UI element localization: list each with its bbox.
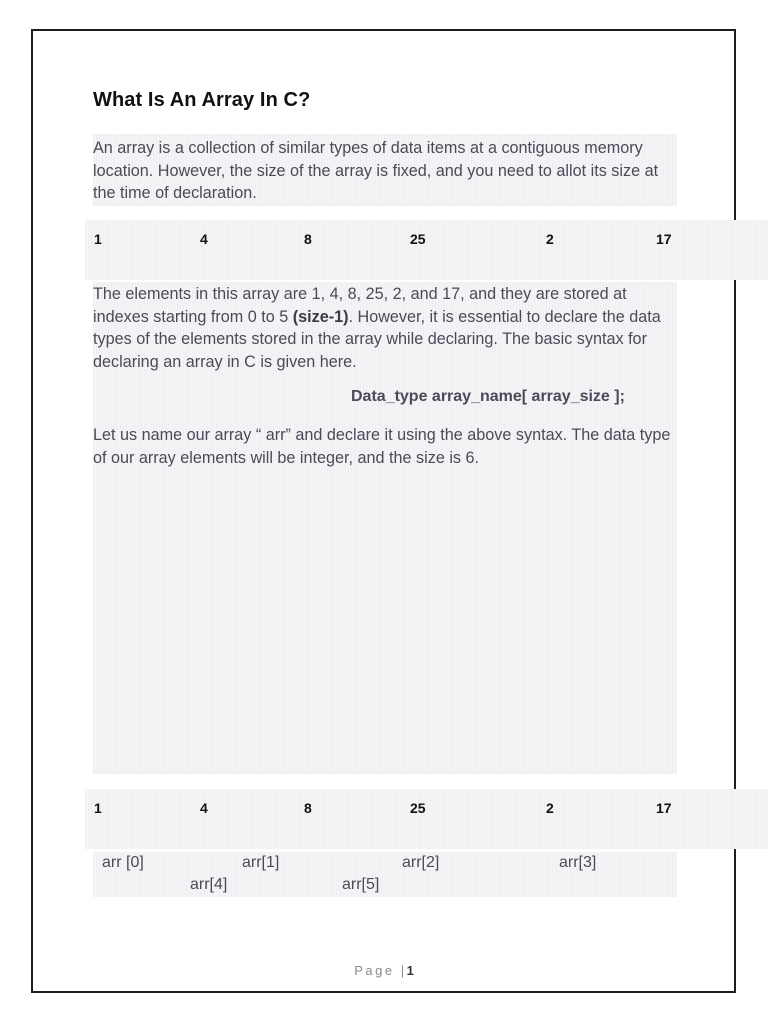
page-number: 1 bbox=[406, 963, 414, 978]
array-cell: 25 bbox=[410, 231, 426, 247]
intro-block bbox=[93, 134, 677, 206]
description-paragraph bbox=[93, 283, 677, 373]
page-separator: | bbox=[400, 963, 407, 978]
array-cell: 17 bbox=[656, 231, 672, 247]
array-cell: 2 bbox=[546, 231, 554, 247]
array-cell: 4 bbox=[200, 231, 208, 247]
index-label: arr[2] bbox=[402, 854, 440, 871]
page-title: What Is An Array In C? bbox=[93, 89, 311, 111]
description-text-1: The elements in this array are 1, 4, 8, 25, 2, and 17, and they are stored at indexes starting from 0 to 5 bbox=[93, 285, 627, 326]
syntax-line: Data_type array_name[ array_size ]; bbox=[351, 388, 625, 405]
size-note: (size-1) bbox=[292, 307, 349, 326]
index-label: arr [0] bbox=[102, 854, 144, 871]
index-label: arr[3] bbox=[559, 854, 597, 871]
page-footer bbox=[0, 963, 768, 978]
array-cell: 8 bbox=[304, 231, 312, 247]
array-row-bottom bbox=[85, 789, 768, 849]
index-label: arr[4] bbox=[190, 876, 228, 893]
array-cell: 8 bbox=[304, 800, 312, 816]
array-cell: 17 bbox=[656, 800, 672, 816]
description-text-2: . However, it is essential to declare the data types of the elements stored in the array while declaring. The basic syntax for declaring an array in C is given here. bbox=[93, 307, 661, 371]
array-cell: 4 bbox=[200, 800, 208, 816]
array-row-top bbox=[85, 220, 768, 280]
array-cell: 25 bbox=[410, 800, 426, 816]
intro-paragraph: An array is a collection of similar types of data items at a contiguous memory location. However, the size of the array is fixed, and you need to allot its size at the time of declaration. bbox=[93, 139, 659, 202]
example-paragraph: Let us name our array “ arr” and declare it using the above syntax. The data type of our array elements will be integer, and the size is 6. bbox=[93, 426, 671, 467]
page-word: Page bbox=[354, 963, 395, 978]
array-cell: 1 bbox=[94, 231, 102, 247]
index-label: arr[5] bbox=[342, 876, 380, 893]
array-cell: 1 bbox=[94, 800, 102, 816]
body-block bbox=[93, 282, 677, 774]
array-cell: 2 bbox=[546, 800, 554, 816]
index-label: arr[1] bbox=[242, 854, 280, 871]
